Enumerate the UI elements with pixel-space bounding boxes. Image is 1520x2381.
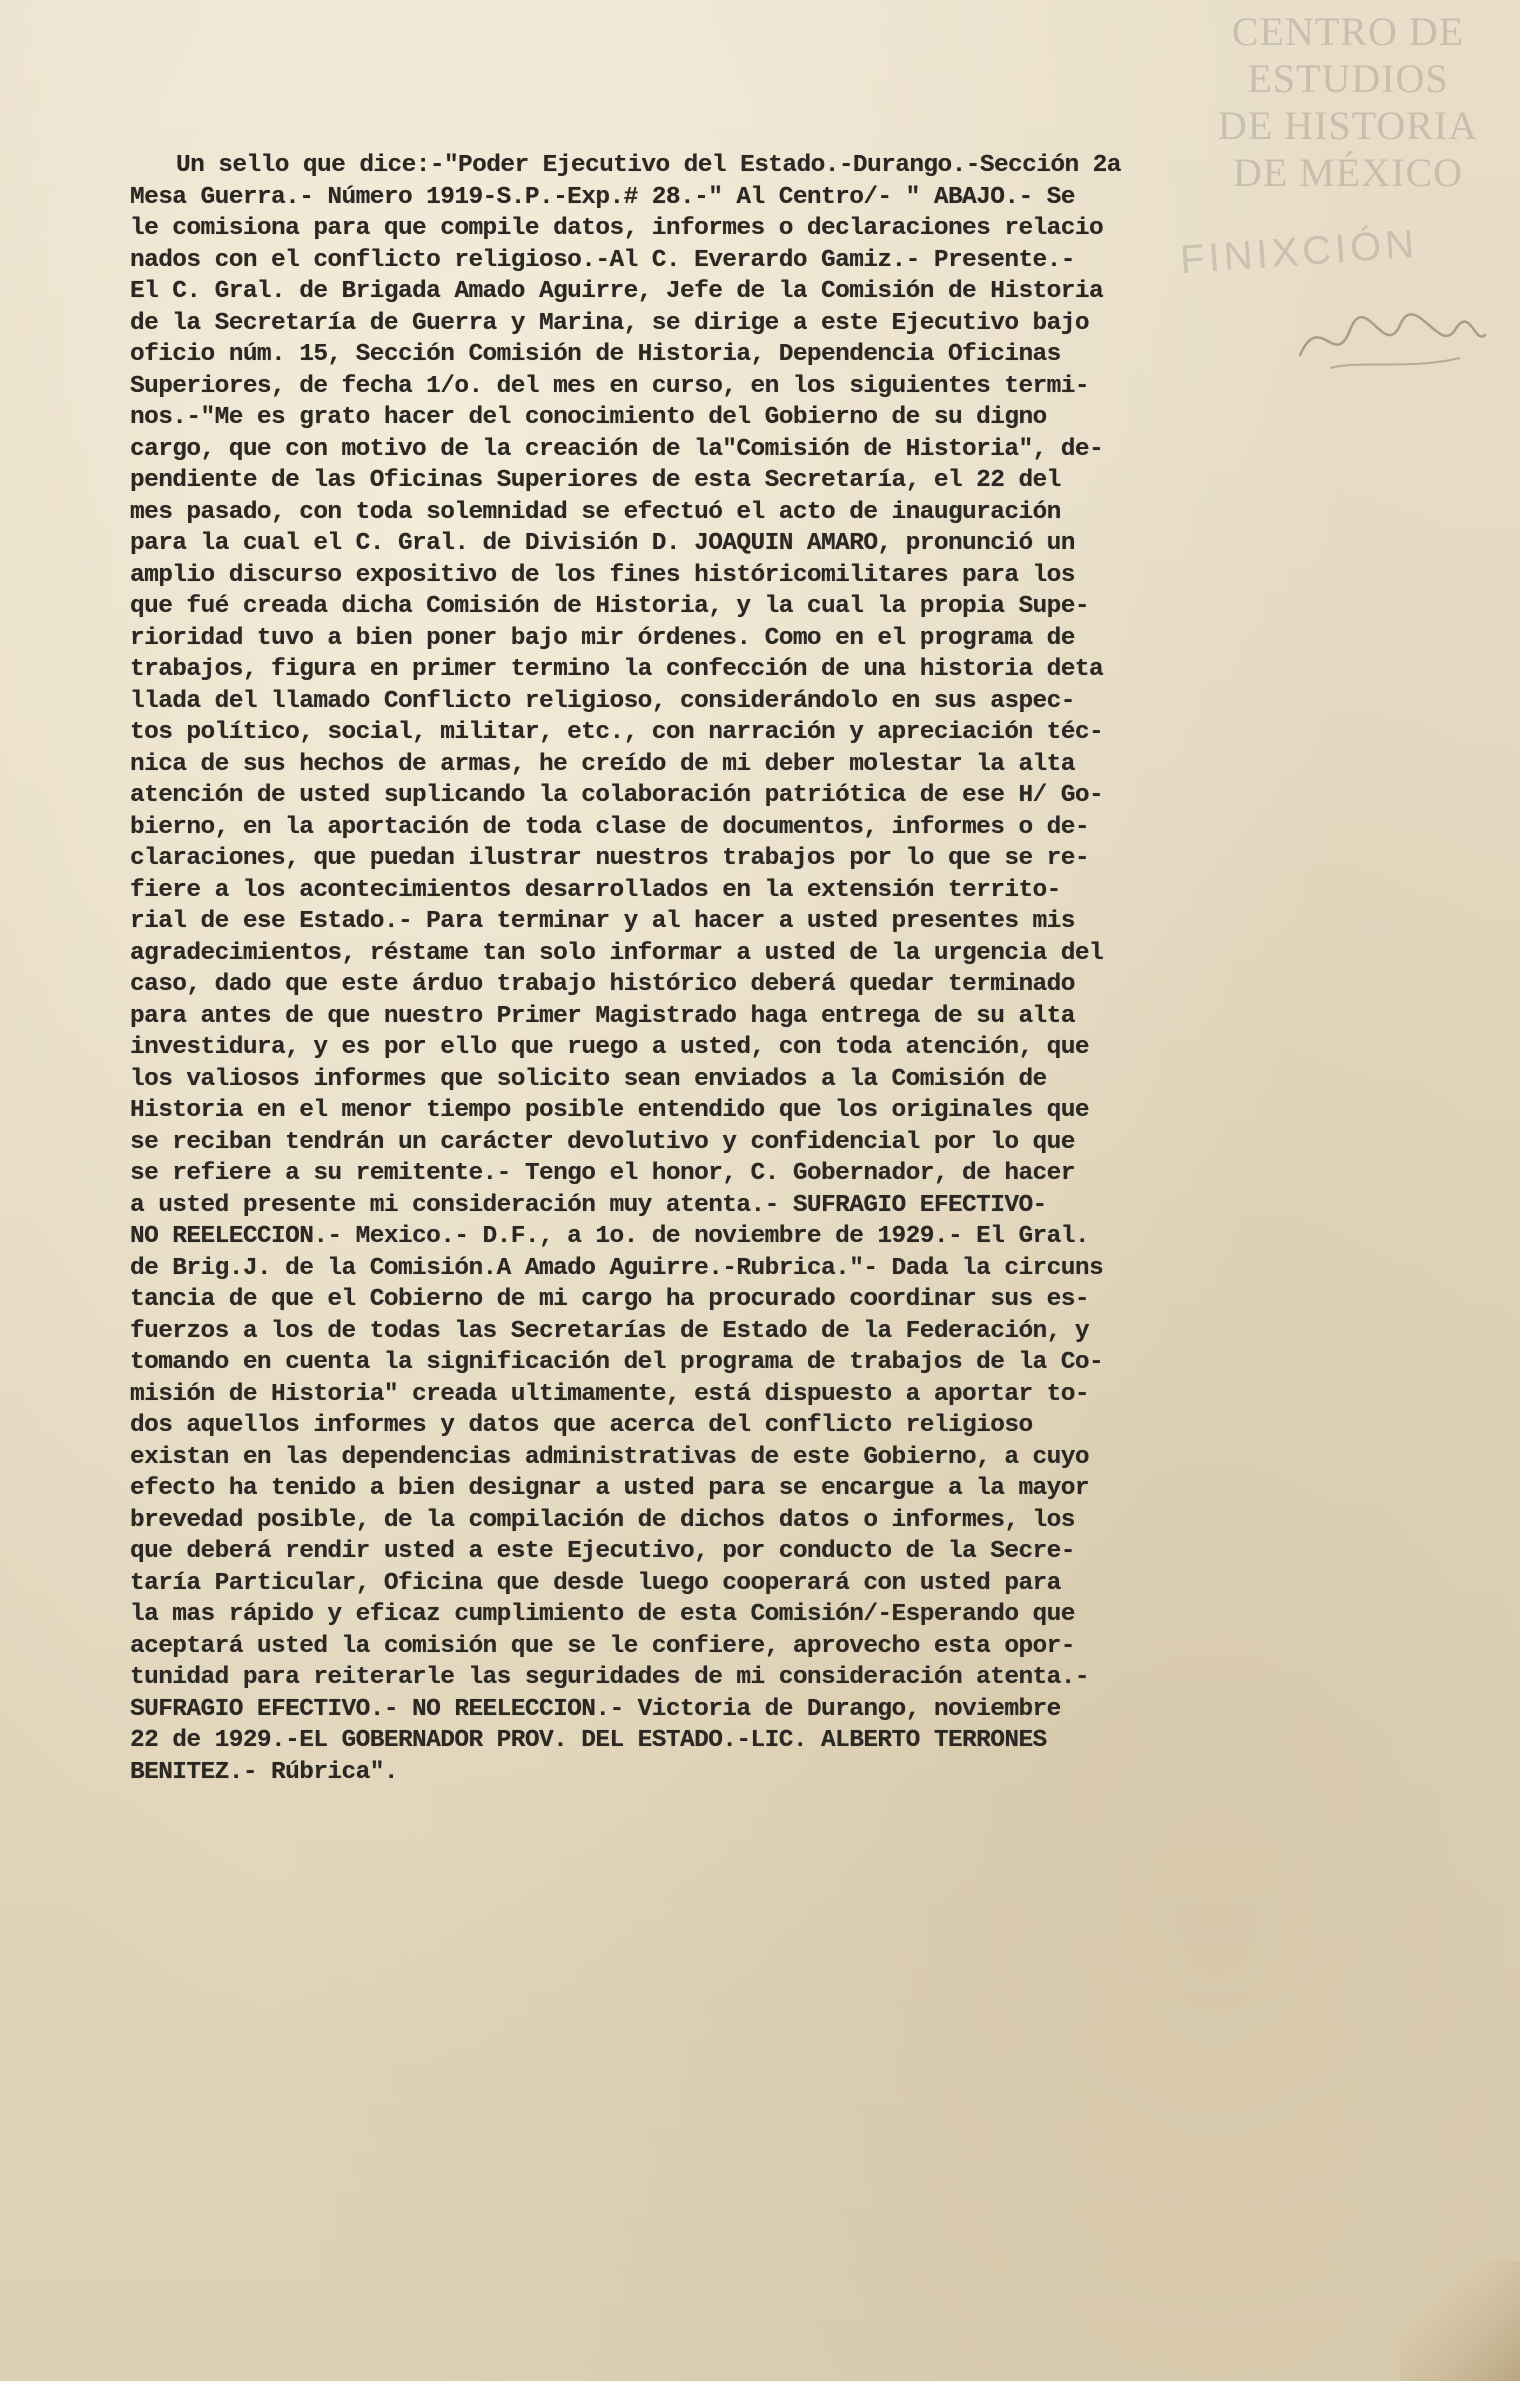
- text-line: Historia en el menor tiempo posible entendido que los originales que: [130, 1097, 1089, 1124]
- text-line: bierno, en la aportación de toda clase de documentos, informes o de-: [130, 813, 1089, 841]
- text-line: dos aquellos informes y datos que acerca del conflicto religioso: [130, 1412, 1033, 1439]
- text-line: fiere a los acontecimientos desarrollados en la extensión territo-: [130, 876, 1061, 904]
- typed-document-body: [130, 150, 1460, 1788]
- watermark-line: DE HISTORIA: [1217, 103, 1479, 148]
- text-line: El C. Gral. de Brigada Amado Aguirre, Jefe de la Comisión de Historia: [130, 278, 1104, 305]
- text-line: Un sello que dice:-"Poder Ejecutivo del Estado.-Durango.-Sección 2a: [176, 152, 1121, 179]
- text-line: a usted presente mi consideración muy atenta.- SUFRAGIO EFECTIVO-: [130, 1191, 1047, 1219]
- text-line: cargo, que con motivo de la creación de la"Comisión de Historia", de-: [130, 435, 1104, 463]
- text-line: tomando en cuenta la significación del programa de trabajos de la Co-: [130, 1349, 1104, 1376]
- text-line: llada del llamado Conflicto religioso, considerándolo en sus aspec-: [130, 687, 1075, 715]
- text-line: mes pasado, con toda solemnidad se efectuó el acto de inauguración: [130, 498, 1061, 526]
- text-line: Mesa Guerra.- Número 1919-S.P.-Exp.# 28.-" Al Centro/- " ABAJO.- Se: [130, 183, 1075, 211]
- text-line: taría Particular, Oficina que desde luego cooperará con usted para: [130, 1569, 1061, 1597]
- text-line: tunidad para reiterarle las seguridades de mi consideración atenta.-: [130, 1664, 1089, 1691]
- text-line: atención de usted suplicando la colaboración patriótica de ese H/ Go-: [130, 782, 1104, 809]
- text-line: SUFRAGIO EFECTIVO.- NO REELECCION.- Victoria de Durango, noviembre: [130, 1695, 1061, 1723]
- text-line: para antes de que nuestro Primer Magistrado haga entrega de su alta: [130, 1002, 1075, 1030]
- text-line: de la Secretaría de Guerra y Marina, se dirige a este Ejecutivo bajo: [130, 309, 1089, 337]
- text-line: tancia de que el Cobierno de mi cargo ha procurado coordinar sus es-: [130, 1286, 1089, 1313]
- text-line: se reciban tendrán un carácter devolutivo y confidencial por lo que: [130, 1128, 1075, 1156]
- text-line: claraciones, que puedan ilustrar nuestros trabajos por lo que se re-: [130, 845, 1089, 872]
- text-line: brevedad posible, de la compilación de dichos datos o informes, los: [130, 1506, 1075, 1534]
- text-line: aceptará usted la comisión que se le confiere, aprovecho esta opor-: [130, 1632, 1075, 1660]
- text-line: caso, dado que este árduo trabajo histórico deberá quedar terminado: [130, 971, 1075, 998]
- text-line: BENITEZ.- Rúbrica".: [130, 1758, 398, 1786]
- text-line: agradecimientos, réstame tan solo informar a usted de la urgencia del: [130, 939, 1104, 967]
- text-line: 22 de 1929.-EL GOBERNADOR PROV. DEL ESTADO.-LIC. ALBERTO TERRONES: [130, 1727, 1047, 1754]
- text-line: investidura, y es por ello que ruego a usted, con toda atención, que: [130, 1034, 1089, 1061]
- text-line: misión de Historia" creada ultimamente, está dispuesto a aportar to-: [130, 1380, 1089, 1408]
- text-line: trabajos, figura en primer termino la confección de una historia deta: [130, 656, 1104, 683]
- text-line: tos político, social, militar, etc., con narración y apreciación téc-: [130, 719, 1104, 746]
- text-line: fuerzos a los de todas las Secretarías de Estado de la Federación, y: [130, 1317, 1089, 1345]
- text-line: para la cual el C. Gral. de División D. JOAQUIN AMARO, pronunció un: [130, 530, 1075, 557]
- text-line: oficio núm. 15, Sección Comisión de Historia, Dependencia Oficinas: [130, 341, 1061, 368]
- text-line: de Brig.J. de la Comisión.A Amado Aguirre.-Rubrica."- Dada la circuns: [130, 1254, 1104, 1282]
- text-line: existan en las dependencias administrativas de este Gobierno, a cuyo: [130, 1443, 1089, 1471]
- text-line: la mas rápido y eficaz cumplimiento de esta Comisión/-Esperando que: [130, 1601, 1075, 1628]
- watermark-line: DE MÉXICO: [1232, 150, 1464, 195]
- text-line: rial de ese Estado.- Para terminar y al hacer a usted presentes mis: [130, 908, 1075, 935]
- text-line: amplio discurso expositivo de los fines históricomilitares para los: [130, 561, 1075, 589]
- text-line: nados con el conflicto religioso.-Al C. Everardo Gamiz.- Presente.-: [130, 246, 1075, 274]
- text-line: nos.-"Me es grato hacer del conocimiento del Gobierno de su digno: [130, 404, 1047, 431]
- watermark-line: ESTUDIOS: [1247, 56, 1449, 101]
- text-line: que deberá rendir usted a este Ejecutivo, por conducto de la Secre-: [130, 1538, 1075, 1565]
- text-line: efecto ha tenido a bien designar a usted para se encargue a la mayor: [130, 1475, 1089, 1502]
- page-corner-shadow: [1400, 2261, 1520, 2381]
- watermark-line: CENTRO DE: [1231, 9, 1465, 54]
- text-line: que fué creada dicha Comisión de Historia, y la cual la propia Supe-: [130, 593, 1089, 620]
- text-line: pendiente de las Oficinas Superiores de esta Secretaría, el 22 del: [130, 467, 1061, 494]
- text-line: Superiores, de fecha 1/o. del mes en curso, en los siguientes termi-: [130, 372, 1089, 400]
- text-line: se refiere a su remitente.- Tengo el honor, C. Gobernador, de hacer: [130, 1160, 1075, 1187]
- text-line: NO REELECCION.- Mexico.- D.F., a 1o. de noviembre de 1929.- El Gral.: [130, 1223, 1089, 1250]
- text-line: nica de sus hechos de armas, he creído de mi deber molestar la alta: [130, 750, 1075, 778]
- text-line: le comisiona para que compile datos, informes o declaraciones relacio: [130, 215, 1104, 242]
- text-line: los valiosos informes que solicito sean enviados a la Comisión de: [130, 1065, 1047, 1093]
- text-line: rioridad tuvo a bien poner bajo mir órdenes. Como en el programa de: [130, 624, 1075, 652]
- faded-stamp: FINIXCIÓN: [1178, 221, 1420, 283]
